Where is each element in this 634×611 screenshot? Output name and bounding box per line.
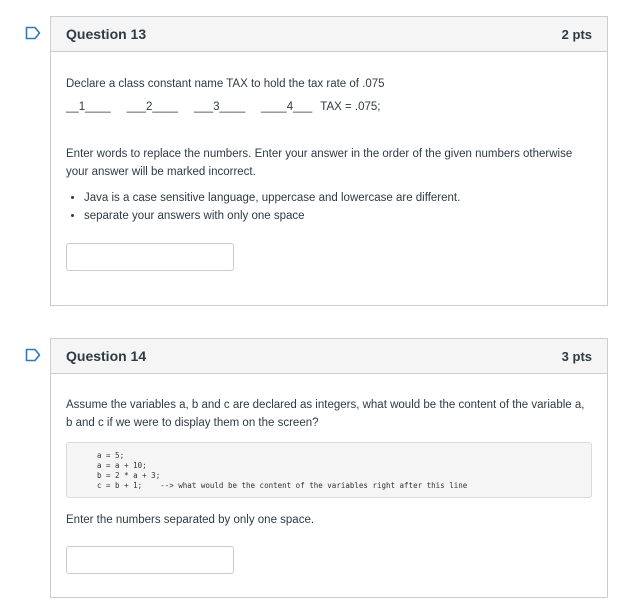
question-14-answer-input[interactable] (66, 546, 234, 574)
question-13-prompt: Declare a class constant name TAX to hold the tax rate of .075 (66, 78, 385, 90)
question-13-bullet-list (66, 189, 592, 225)
blank-2: ___2____ (126, 101, 178, 113)
blank-3: ___3____ (193, 101, 246, 113)
blank-1: __1____ (66, 101, 111, 113)
question-14-prompt: Assume the variables a, b and c are declared as integers, what would be the content of the variable a, b and c if we were to display them on the screen? (66, 399, 585, 429)
code-line: a = 5; (97, 451, 125, 460)
tax-assignment: TAX = .075; (320, 101, 381, 113)
code-line: a = a + 10; (97, 461, 147, 470)
question-14-title: Question 14 (66, 348, 147, 364)
flag-question-14-icon[interactable] (25, 348, 41, 362)
question-14-instructions: Enter the numbers separated by only one space. (66, 514, 315, 526)
flag-question-13-icon[interactable] (25, 26, 41, 40)
list-item: • separate your answers with only one space (84, 207, 592, 225)
question-14-header (51, 339, 607, 374)
question-13-card (50, 16, 608, 306)
question-13-answer-input[interactable] (66, 243, 234, 271)
question-13-title: Question 13 (66, 26, 147, 42)
question-13-points: 2 pts (561, 26, 592, 42)
question-14-points: 3 pts (561, 348, 592, 364)
question-13-body (51, 75, 607, 271)
question-14-card (50, 338, 608, 598)
code-line: c = b + 1; --> what would be the content of the variables right after this line (97, 481, 468, 490)
question-13-instructions: Enter words to replace the numbers. Enter your answer in the order of the given numbers otherwise your answer will be marked incorrect. (66, 148, 573, 178)
question-13-header (51, 17, 607, 52)
question-14-body (51, 396, 607, 574)
code-line: b = 2 * a + 3; (97, 471, 161, 480)
list-item: • Java is a case sensitive language, uppercase and lowercase are different. (84, 189, 592, 207)
question-13-blanks (66, 101, 592, 113)
blank-4: ____4___ (261, 101, 313, 113)
code-block (66, 442, 592, 498)
